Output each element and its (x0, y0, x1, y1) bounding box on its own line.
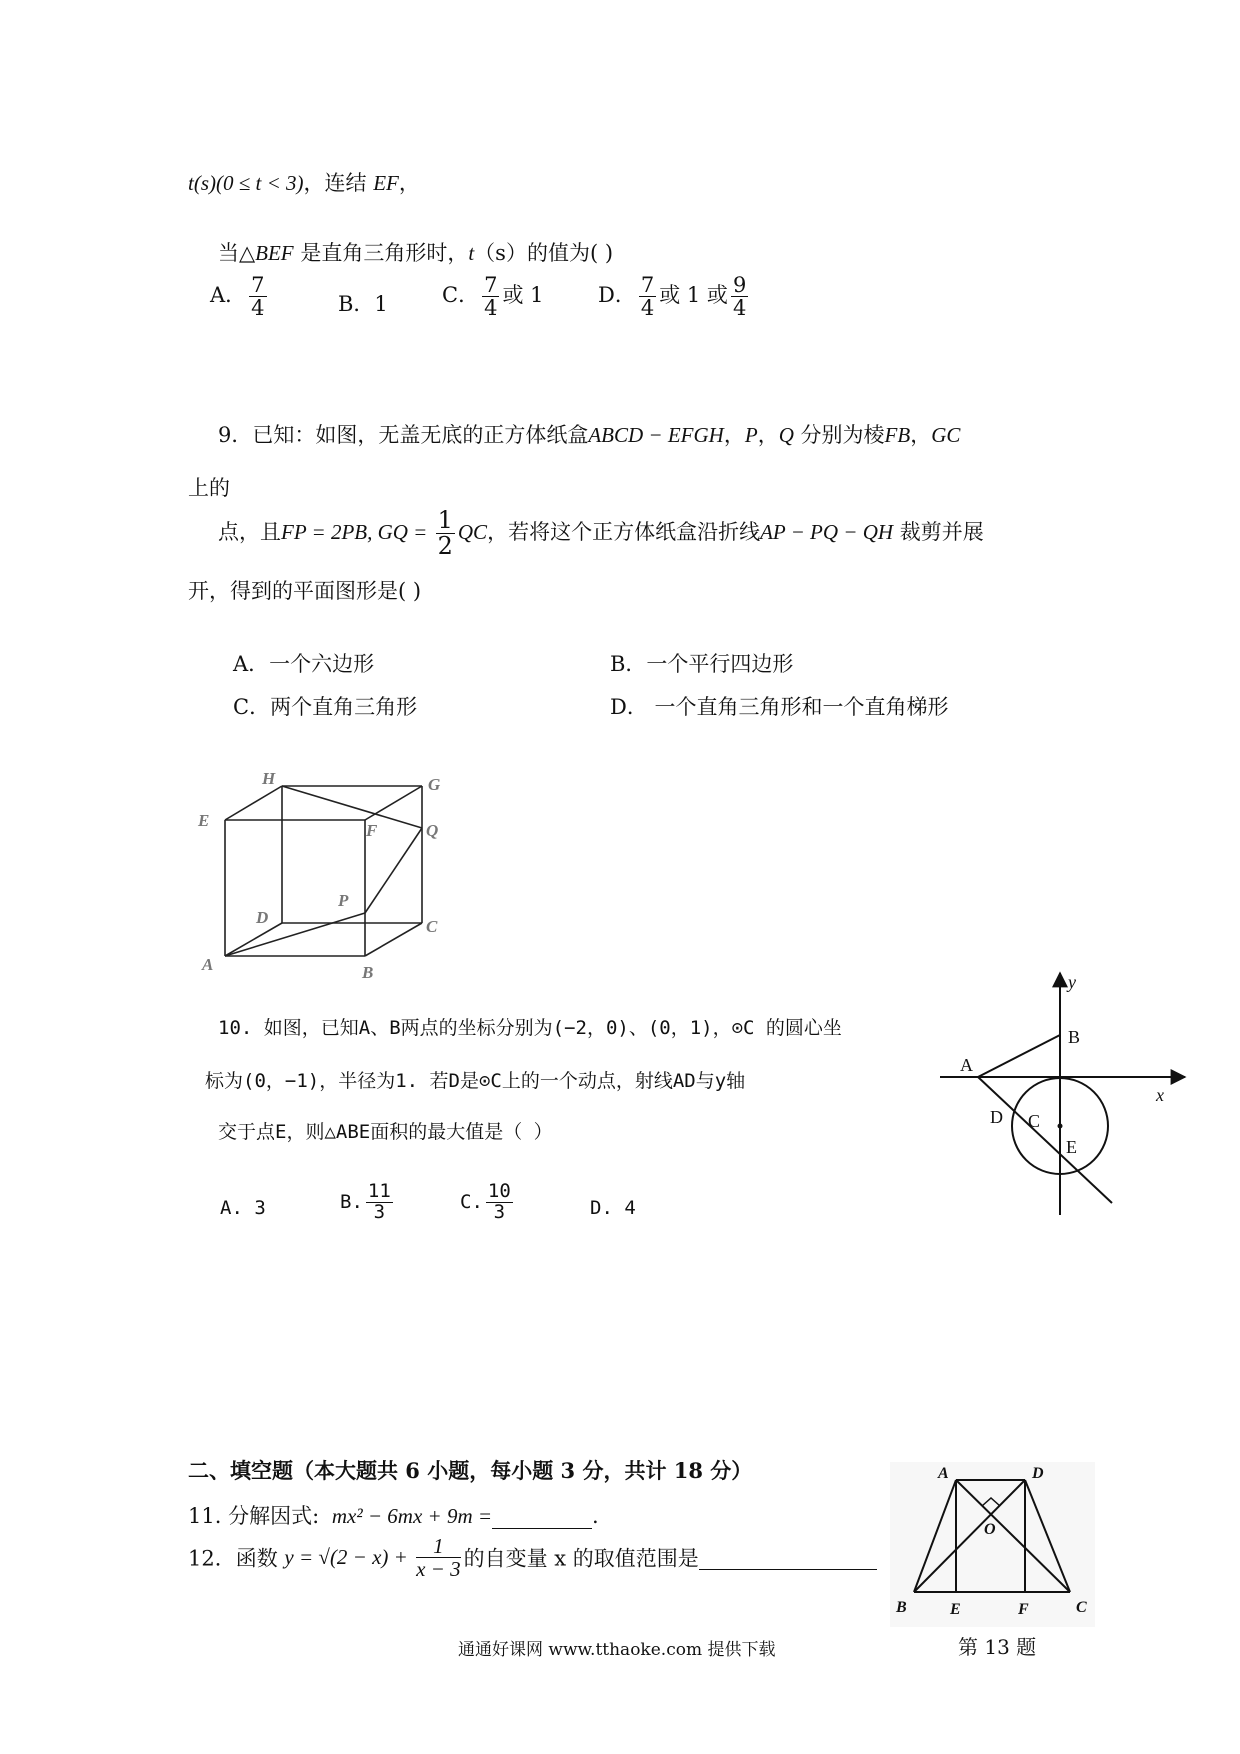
fig13-label-d: D (1032, 1465, 1044, 1482)
q9-box-name: ABCD − EFGH (588, 423, 724, 447)
q8-c-num: 7 (484, 273, 498, 297)
q8-triangle-bef: BEF (255, 241, 294, 265)
q9-edges-text: 分别为棱 (793, 423, 885, 447)
q8-option-c (442, 274, 544, 319)
q10-b-den: 3 (373, 1200, 386, 1223)
q10-option-b (340, 1182, 396, 1223)
q8-a-fraction (249, 274, 266, 319)
q9-intro: 9．已知：如图，无盖无底的正方体纸盒 (218, 423, 589, 447)
q9-comma-2: ， (757, 423, 779, 447)
q10-ray-ad (978, 1077, 1112, 1203)
q10-b-fraction (366, 1182, 393, 1223)
q8-c-label: C． (442, 283, 480, 308)
q8-option-b: B．1 (338, 292, 388, 316)
q12-frac-den: x − 3 (416, 1557, 461, 1582)
q9-p: P (744, 423, 758, 447)
q10-c-num: 10 (487, 1180, 511, 1202)
fig13-label-f: F (1018, 1601, 1029, 1618)
q8-a-label: A． (210, 283, 247, 308)
q9-half-fraction (436, 508, 455, 559)
q8-ef: EF (373, 171, 399, 195)
q8-d-fraction-1 (639, 274, 656, 319)
q9-half-num: 1 (437, 506, 453, 534)
q8-comma: ， (398, 171, 420, 195)
q8-d-num2: 9 (732, 273, 747, 297)
q10-label-d: D (990, 1107, 1003, 1127)
q9-qc: QC (457, 520, 488, 545)
q8-t: t (468, 241, 475, 265)
cube-label-e: E (198, 811, 210, 830)
cube-label-d: D (256, 908, 269, 927)
q11-expression: mx² − 6mx + 9m = (331, 1504, 493, 1528)
q11-label: 11. 分解因式: (188, 1504, 320, 1528)
q8-d-label: D． (598, 283, 636, 308)
fig13-label-b: B (896, 1599, 907, 1616)
q10-center-dot (1058, 1124, 1063, 1129)
q10-figure (930, 965, 1200, 1230)
q9-option-b: B．一个平行四边形 (610, 652, 794, 676)
q8-c-fraction (482, 274, 499, 319)
q8-time-range: t(s)(0 ≤ t < 3) (188, 171, 304, 195)
fig13-caption: 第 13 题 (958, 1635, 1037, 1659)
q8-d-den1: 4 (640, 296, 655, 321)
q11-line (188, 1500, 599, 1530)
q10-option-c (460, 1182, 516, 1223)
q9-half-den: 2 (437, 532, 453, 561)
q9-line2: 上的 (188, 476, 230, 500)
q10-line2: 标为(0，−1)，半径为1. 若D是⊙C上的一个动点，射线AD与y轴 (205, 1070, 746, 1092)
q9-option-c: C．两个直角三角形 (233, 695, 418, 719)
q9-line3 (218, 508, 984, 559)
cube-label-a: A (202, 955, 214, 974)
q9-option-a: A．一个六边形 (233, 652, 375, 676)
q11-blank[interactable] (492, 1504, 592, 1529)
q8-d-fraction-2 (731, 274, 748, 319)
section2-heading: 二、填空题（本大题共 6 小题，每小题 3 分，共计 18 分） (188, 1458, 753, 1483)
q9-q: Q (778, 423, 794, 447)
footer-text: 通通好课网 www.tthaoke.com 提供下载 (458, 1640, 776, 1660)
q9-comma-1: ， (723, 423, 745, 447)
q8-prompt-start: 当△ (218, 241, 256, 265)
cube-label-q: Q (426, 821, 439, 840)
q10-line3: 交于点E，则△ABE面积的最大值是（ ） (218, 1121, 553, 1143)
q8-d-mid: 或 1 或 (659, 283, 728, 308)
q9-line4: 开，得到的平面图形是( ) (188, 579, 422, 603)
q10-c-label: C. (460, 1190, 483, 1213)
q8-c-den: 4 (484, 296, 498, 321)
q8-d-num1: 7 (640, 273, 655, 297)
q10-label-c: C (1028, 1111, 1041, 1131)
fig13-label-e: E (950, 1601, 961, 1618)
q12-label: 12．函数 (188, 1546, 278, 1571)
cube-label-c: C (426, 917, 438, 936)
q12-blank[interactable] (699, 1545, 877, 1570)
q11-period: . (592, 1504, 599, 1528)
q10-option-a: A. 3 (220, 1197, 266, 1219)
q10-option-d: D. 4 (590, 1197, 636, 1219)
q12-line (188, 1535, 877, 1580)
q8-d-den2: 4 (732, 296, 747, 321)
fig13-label-c: C (1076, 1599, 1087, 1616)
q8-prompt-mid: 是直角三角形时， (293, 241, 469, 265)
q9-condition-start: 点，且 (218, 520, 281, 545)
cube-label-f: F (366, 821, 378, 840)
q8-line1 (188, 167, 420, 197)
q10-b-num: 11 (367, 1180, 391, 1202)
q9-gc: GC (931, 423, 961, 447)
q8-a-num: 7 (251, 273, 265, 297)
q9-cut-end: 裁剪并展 (893, 520, 984, 545)
q8-connect-text: ，连结 (303, 171, 367, 195)
q12-function: y = √(2 − x) + (284, 1545, 414, 1570)
cube-label-g: G (428, 775, 441, 794)
q10-label-a: A (960, 1055, 973, 1075)
q10-segment-ab (978, 1035, 1060, 1077)
q8-prompt-end: （s）的值为( ) (474, 241, 614, 265)
q9-option-d: D． 一个直角三角形和一个直角梯形 (610, 695, 949, 719)
q9-cut-path: AP − PQ − QH (760, 520, 894, 545)
q9-line1 (218, 419, 960, 449)
q8-c-suffix: 或 1 (502, 283, 544, 308)
q10-label-b: B (1068, 1027, 1081, 1047)
cube-label-b: B (362, 963, 374, 982)
cube-label-p: P (338, 891, 349, 910)
q12-frac-num: 1 (416, 1535, 461, 1558)
fig13-label-a: A (938, 1465, 949, 1482)
q10-label-y: y (1068, 972, 1076, 992)
q8-prompt (218, 237, 613, 267)
q10-line1: 10. 如图，已知A、B两点的坐标分别为(−2，0)、(0，1)，⊙C 的圆心坐 (218, 1017, 842, 1039)
cube-label-h: H (262, 769, 276, 788)
q12-domain-text: 的自变量 x 的取值范围是 (463, 1546, 699, 1571)
q9-comma-3: ， (910, 423, 932, 447)
q9-cube-figure (190, 760, 470, 990)
q10-c-den: 3 (493, 1200, 506, 1223)
q8-option-a (210, 274, 270, 319)
fig13-label-o: O (984, 1521, 996, 1538)
q8-a-den: 4 (251, 296, 265, 321)
q10-label-x: x (1156, 1085, 1164, 1105)
q10-b-label: B. (340, 1190, 363, 1213)
q10-c-fraction (486, 1182, 513, 1223)
q9-fp-eq: FP = 2PB, GQ = (281, 520, 433, 545)
q8-option-d (598, 274, 751, 319)
q10-label-e: E (1066, 1137, 1077, 1157)
q9-cut-text: ，若将这个正方体纸盒沿折线 (487, 520, 761, 545)
q12-fraction (416, 1535, 461, 1580)
q13-figure (890, 1462, 1095, 1627)
q9-fb: FB (884, 423, 911, 447)
